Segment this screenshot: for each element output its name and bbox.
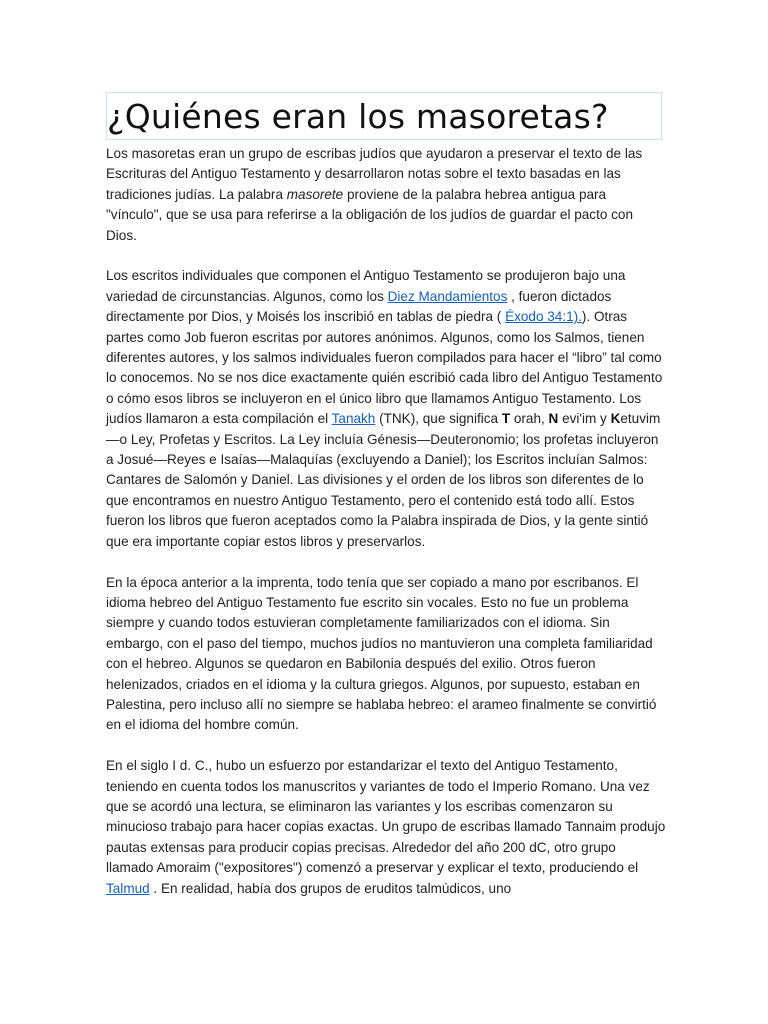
paragraph-2-text-e: orah, — [510, 411, 549, 427]
document-page — [106, 92, 666, 919]
paragraph-2-text-a: Los escritos individuales que componen el Antiguo Testamento se produjeron bajo una variedad de circunstancias. Algunos, como los — [106, 268, 626, 304]
title-box — [106, 92, 662, 140]
paragraph-2-text-d: (TNK), que significa — [375, 411, 502, 427]
paragraph-4 — [106, 756, 666, 899]
page-title: ¿Quiénes eran los masoretas? — [107, 97, 609, 136]
paragraph-3: En la época anterior a la imprenta, todo tenía que ser copiado a mano por escribanos. El idioma hebreo del Antiguo Testamento fue escrito sin vocales. Esto no fue un problema siempre y cuando todos estuvieran completamente familiarizados con el idioma. Sin embargo, con el paso del tiempo, muchos judíos no mantuvieron una completa familiaridad con el hebreo. Algunos se quedaron en Babilonia después del exilio. Otros fueron helenizados, criados en el idioma y la cultura griegos. Algunos, por supuesto, estaban en Palestina, pero incluso allí no siempre se hablaba hebreo: el arameo finalmente se convirtió en el idioma del hombre común. — [106, 574, 657, 733]
paragraph-2-text-b: , fueron dictados directamente por Dios, y Moisés los inscribió en tablas de piedra ( — [106, 288, 612, 325]
torah-initial: T — [501, 411, 511, 427]
paragraph-2 — [106, 266, 666, 552]
diez-mandamientos-link[interactable]: Diez Mandamientos — [387, 288, 508, 304]
paragraph-4-text-b: . En realidad, había dos grupos de eruditos talmúdicos, uno — [149, 880, 512, 896]
paragraph-4-text-a: En el siglo I d. C., hubo un esfuerzo por estandarizar el texto del Antiguo Testamento, teniendo en cuenta todos los manuscritos y variantes de todo el Imperio Romano. Una vez que se acordó una lectura, se eliminaron las variantes y los escribas comenzaron su minucioso trabajo para hacer copias exactas. Un grupo de escribas llamado Tannaim produjo pautas extensas para producir copias precisas. Alrededor del año 200 dC, otro grupo llamado Amoraim ("expositores") comenzó a preservar y explicar el texto, produciendo el — [106, 758, 666, 876]
ketuvim-initial: K — [610, 411, 621, 427]
masorete-term: masorete — [286, 186, 344, 202]
tanakh-link[interactable]: Tanakh — [331, 411, 376, 427]
paragraph-1-text-b: proviene de la palabra hebrea antigua para "vínculo", que se usa para referirse a la obligación de los judíos de guardar el pacto con Dios. — [106, 186, 633, 243]
paragraph-2-text-g: etuvim—o Ley, Profetas y Escritos. La Ley incluía Génesis—Deuteronomio; los profetas incluyeron a Josué—Reyes e Isaías—Malaquías (excluyendo a Daniel); los Escritos incluían Salmos: Cantares de Salomón y Daniel. Las divisiones y el orden de los libros son diferentes de lo que encontramos en nuestro Antiguo Testamento, pero el contenido está todo allí. Estos fueron los libros que fueron aceptados como la Palabra inspirada de Dios, y la gente sintió que era importante copiar estos libros y preservarlos. — [106, 411, 661, 549]
paragraph-1 — [106, 144, 666, 246]
paragraph-2-text-c: ). Otras partes como Job fueron escritas por autores anónimos. Algunos, como los Salmos, tienen diferentes autores, y los salmos individuales fueron compilados para hacer el “libro” tal como lo conocemos. No se nos dice exactamente quién escribió cada libro del Antiguo Testamento o cómo esos libros se incluyeron en el único libro que llamamos Antiguo Testamento. Los judíos llamaron a esta compilación el — [106, 309, 663, 427]
neviim-initial: N — [548, 411, 559, 427]
exodo-link[interactable]: Éxodo 34:1). — [505, 309, 582, 325]
paragraph-2-text-f: evi'im y — [558, 411, 611, 427]
paragraph-1-text-a: Los masoretas eran un grupo de escribas judíos que ayudaron a preservar el texto de las Escrituras del Antiguo Testamento y desarrollaron notas sobre el texto basadas en las tradiciones judías. La palabra — [106, 146, 643, 202]
talmud-link[interactable]: Talmud — [106, 880, 150, 896]
